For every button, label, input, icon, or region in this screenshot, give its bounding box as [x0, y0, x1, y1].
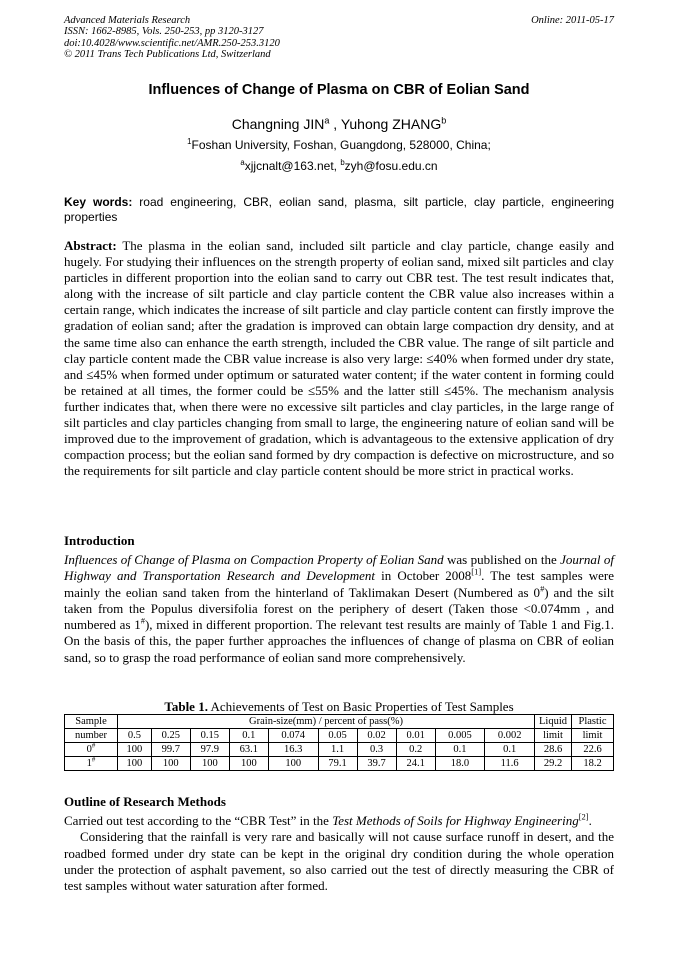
citation-1: [1]	[471, 566, 482, 577]
abstract-text: The plasma in the eolian sand, included silt particle and clay particle, change easily and hugely. For studying their influences on the strength property of eolian sand, mixed silt particles and clay particles in different proportion into the eolian sand to carry out CBR test. The test result indicates that, along with the increase of silt particle and clay particle content the CBR value also increases within a certain range, which indicates the increase of silt particle and clay particle content can firstly improve the gradation of eolian sand; after the gradation is improved can obtain large compaction dry density, and at the same time also can enhance the earth strength, included the CBR value. The range of silt particle and clay particle content made the CBR value increase is also very large: ≤40% when formed under dry state, and ≤45% when formed under optimum or saturated water content; if the water content in forming could be retained at all times, the former could be ≤55% and the latter still ≤45%. The mechanism analysis further indicates that, when there were no excessive silt particles and clay particles, in the large range of silt particles and clay particles changing from small to large, the engineering nature of eolian sand will be improved due to the improvement of gradation, which is advantageous to the extensive application of dry compaction process; but the eolian sand formed by dry compaction is defective on microstructure, and so the requirements for silt particle and clay particle content should be more strict in practical works.	[64, 238, 614, 479]
table-row	[65, 743, 614, 757]
introduction-heading: Introduction	[64, 533, 135, 548]
table-cell: 99.7	[151, 743, 190, 757]
sample-header: Sample	[65, 715, 118, 729]
grain-size-header: Grain-size(mm) / percent of pass(%)	[118, 715, 535, 729]
table-cell: 100	[229, 757, 268, 771]
table-cell: 0.2	[396, 743, 435, 757]
size-cell: 0.5	[118, 729, 152, 743]
email-b: zyh@fosu.edu.cn	[344, 159, 438, 173]
table-cell: 63.1	[229, 743, 268, 757]
sample-id	[65, 757, 118, 771]
table-cell: 0.3	[357, 743, 396, 757]
table-cell: 100	[151, 757, 190, 771]
methods-paragraph-2: Considering that the rainfall is very rare and basically will not cause surface runoff in desert, and the roadbed formed under dry state can be kept in the original dry condition during the whole operation under the protection of asphalt pavement, so also carried out the test of directly measuring the CBR of test samples without water saturation after formed.	[64, 829, 614, 894]
citation-2: [2]	[578, 811, 589, 822]
affiliation	[0, 138, 678, 152]
table-cell: 24.1	[396, 757, 435, 771]
table-cell: 0.1	[435, 743, 485, 757]
methods-heading: Outline of Research Methods	[64, 794, 226, 809]
email-b-mark: b	[340, 158, 345, 167]
intro-text-3: . The test samples were mainly the eolian sand taken from the hinterland of Taklimakan Desert (Numbered as 0	[64, 568, 614, 600]
sample-id-mark: #	[91, 756, 96, 763]
table-cell: 100	[118, 757, 152, 771]
table-cell: 100	[268, 757, 318, 771]
cited-paper-title: Influences of Change of Plasma on Compaction Property of Eolian Sand	[64, 552, 444, 567]
sample-header-2: number	[65, 729, 118, 743]
plastic-limit-cell: 22.6	[572, 743, 614, 757]
keywords	[64, 195, 614, 225]
table-header-row-2	[65, 729, 614, 743]
sample-0-mark: #	[540, 583, 545, 594]
table-cell: 100	[118, 743, 152, 757]
size-cell: 0.25	[151, 729, 190, 743]
size-cell: 0.15	[190, 729, 229, 743]
author-separator: ,	[329, 116, 341, 132]
plastic-limit-header-2: limit	[572, 729, 614, 743]
liquid-limit-cell: 29.2	[535, 757, 572, 771]
intro-text-5: ), mixed in different proportion. The relevant test results are mainly of Table 1 and Fig.1. On the basis of this, the paper further approaches the influences of change of plasma on CBR of eolian sand, so to grasp the road performance of eolian sand more comprehensively.	[64, 617, 615, 665]
abstract-label: Abstract:	[64, 238, 117, 253]
author-1: Changning JIN	[231, 116, 325, 132]
liquid-limit-header-2: limit	[535, 729, 572, 743]
table-header-row-1	[65, 715, 614, 729]
affiliation-mark: 1	[187, 137, 192, 146]
table-cell: 79.1	[318, 757, 357, 771]
intro-text-1: was published on the	[443, 552, 561, 567]
sample-id-value: 0	[86, 743, 92, 755]
plastic-limit-header: Plastic	[572, 715, 614, 729]
abstract	[64, 238, 614, 479]
intro-text-2: in October 2008	[374, 568, 472, 584]
table-cell: 11.6	[485, 757, 535, 771]
affiliation-text: Foshan University, Foshan, Guangdong, 528000, China;	[191, 138, 491, 152]
author-emails	[0, 159, 678, 173]
journal-header	[64, 15, 280, 61]
liquid-limit-header: Liquid	[535, 715, 572, 729]
size-cell: 0.002	[485, 729, 535, 743]
author-line	[0, 116, 678, 132]
email-a: xjjcnalt@163.net,	[244, 159, 341, 173]
introduction-paragraph	[64, 552, 614, 666]
sample-id-mark: #	[91, 742, 96, 749]
keywords-label: Key words:	[64, 195, 133, 209]
liquid-limit-cell: 28.6	[535, 743, 572, 757]
author-1-mark: a	[324, 115, 330, 126]
table-cell: 97.9	[190, 743, 229, 757]
sample-id-value: 1	[86, 757, 92, 769]
methods-paragraph-1	[64, 813, 614, 829]
table-1	[64, 714, 614, 771]
table-row	[65, 757, 614, 771]
methods-text-1: Carried out test according to the “CBR Test” in the	[64, 813, 333, 828]
cited-standard: Test Methods of Soils for Highway Engineering	[332, 813, 579, 828]
doi-line: doi:10.4028/www.scientific.net/AMR.250-253.3120	[64, 37, 280, 49]
table-1-title: Achievements of Test on Basic Properties of Test Samples	[207, 699, 514, 714]
issn-line: ISSN: 1662-8985, Vols. 250-253, pp 3120-3127	[64, 26, 264, 38]
table-1-label: Table 1.	[164, 699, 208, 714]
table-cell: 0.1	[485, 743, 535, 757]
table-cell: 1.1	[318, 743, 357, 757]
size-cell: 0.05	[318, 729, 357, 743]
table-cell: 16.3	[268, 743, 318, 757]
sample-1-mark: #	[140, 615, 145, 626]
intro-text-4: ) and the silt taken from the Populus diversifolia forest on the periphery of desert (Taken those <0.074mm , and numbered as 1	[64, 584, 614, 633]
cited-journal: Journal of Highway and Transportation Research and Development	[64, 552, 614, 584]
sample-id	[65, 743, 118, 757]
plastic-limit-cell: 18.2	[572, 757, 614, 771]
size-cell: 0.005	[435, 729, 485, 743]
keywords-text: road engineering, CBR, eolian sand, plasma, silt particle, clay particle, engineering properties	[64, 195, 614, 224]
methods-section	[64, 813, 614, 894]
author-2: Yuhong ZHANG	[340, 116, 442, 132]
table-1-caption	[0, 699, 678, 715]
journal-name: Advanced Materials Research	[64, 15, 191, 26]
author-2-mark: b	[441, 115, 447, 126]
paper-title: Influences of Change of Plasma on CBR of Eolian Sand	[148, 82, 530, 98]
copyright-line: © 2011 Trans Tech Publications Ltd, Switzerland	[64, 49, 271, 61]
table-cell: 18.0	[435, 757, 485, 771]
size-cell: 0.074	[268, 729, 318, 743]
size-cell: 0.1	[229, 729, 268, 743]
table-cell: 39.7	[357, 757, 396, 771]
email-a-mark: a	[240, 158, 245, 167]
methods-text-end: .	[588, 813, 592, 828]
size-cell: 0.01	[396, 729, 435, 743]
table-cell: 100	[190, 757, 229, 771]
size-cell: 0.02	[357, 729, 396, 743]
online-date: Online: 2011-05-17	[531, 15, 614, 26]
